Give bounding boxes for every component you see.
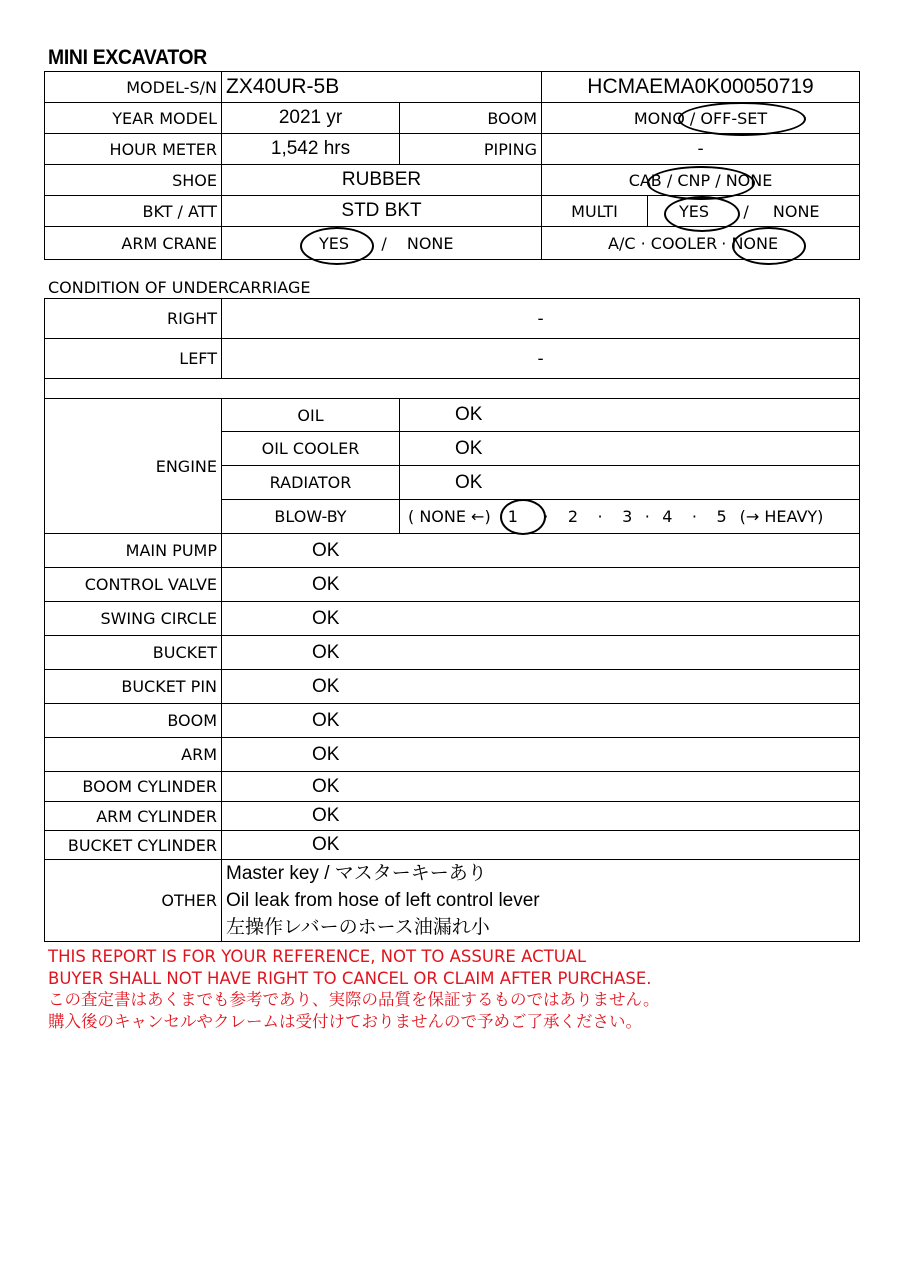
check-value: OK [222,670,860,704]
ac-label: A/C · COOLER [608,233,718,253]
check-label: BOOM CYLINDER [45,772,222,802]
disclaimer-line: 購入後のキャンセルやクレームは受付けておりませんので予めご了承ください。 [48,1011,642,1031]
armcrane-sep: / [381,233,387,253]
check-row [45,738,860,772]
spacer-row [45,379,860,399]
model-label: MODEL-S/N [45,72,222,103]
year-label: YEAR MODEL [45,103,222,134]
blowby-dot: · [691,507,697,526]
undercarriage-heading: CONDITION OF UNDERCARRIAGE [48,278,311,297]
check-row [45,534,860,568]
disclaimer-line: THIS REPORT IS FOR YOUR REFERENCE, NOT TO ASSURE ACTUAL [48,947,587,966]
boom-label: BOOM [400,103,542,134]
check-value: OK [222,802,860,831]
multi-yes: YES [678,201,710,221]
disclaimer [48,946,660,1032]
check-label: BUCKET PIN [45,670,222,704]
spec-table [44,71,860,260]
hour-label: HOUR METER [45,134,222,165]
condition-table [44,298,860,942]
other-label: OTHER [45,860,222,942]
check-row [45,568,860,602]
cab-options: CAB / CNP / NONE [542,165,860,196]
check-row [45,670,860,704]
blowby-dot: · [644,507,650,526]
check-label: BUCKET CYLINDER [45,831,222,860]
check-value: OK [222,831,860,860]
armcrane-yes: YES [318,233,350,253]
blowby-level-1: 1 [507,507,518,526]
engine-oil-label: OIL [222,399,400,432]
serial-value: HCMAEMA0K00050719 [542,72,860,103]
bkt-value: STD BKT [222,196,542,227]
blowby-dot: · [543,507,549,526]
check-row [45,602,860,636]
armcrane-none: NONE [406,233,454,253]
other-note-line: 左操作レバーのホース油漏れ小 [226,917,490,938]
ac-options [542,227,860,260]
engine-blowby-scale [400,500,860,534]
armcrane-options [222,227,542,260]
check-row [45,802,860,831]
armcrane-label: ARM CRANE [45,227,222,260]
boom-options: MONO / OFF-SET [542,103,860,134]
model-value: ZX40UR-5B [222,72,542,103]
check-label: ARM [45,738,222,772]
hour-value: 1,542 hrs [222,134,400,165]
blowby-level-2: 2 [567,507,579,526]
multi-sep: / [743,201,749,221]
engine-blowby-label: BLOW-BY [222,500,400,534]
check-label: MAIN PUMP [45,534,222,568]
shoe-label: SHOE [45,165,222,196]
check-value: OK [222,738,860,772]
multi-none: NONE [772,201,820,221]
engine-radiator-value: OK [400,466,860,500]
blowby-suffix: (→ HEAVY) [739,507,824,526]
engine-oil-value: OK [400,399,860,432]
check-value: OK [222,534,860,568]
blowby-level-3: 3 [622,507,633,526]
check-label: CONTROL VALVE [45,568,222,602]
check-row [45,636,860,670]
checks-list [45,534,860,860]
check-value: OK [222,704,860,738]
ac-none: · NONE [721,233,779,253]
engine-oil-cooler-value: OK [400,432,860,466]
check-row [45,772,860,802]
other-note-line: Master key / マスターキーあり [226,863,487,884]
piping-label: PIPING [400,134,542,165]
undercarriage-left-value: - [222,339,860,379]
check-label: BOOM [45,704,222,738]
undercarriage-right-value: - [222,299,860,339]
check-value: OK [222,568,860,602]
check-value: OK [222,772,860,802]
check-row [45,704,860,738]
shoe-value: RUBBER [222,165,542,196]
undercarriage-left-label: LEFT [45,339,222,379]
year-value: 2021 yr [222,103,400,134]
other-note-line: Oil leak from hose of left control lever [226,890,540,911]
page-title: MINI EXCAVATOR [48,46,207,69]
check-label: SWING CIRCLE [45,602,222,636]
disclaimer-line: この査定書はあくまでも参考であり、実際の品質を保証するものではありません。 [48,990,660,1009]
check-label: ARM CYLINDER [45,802,222,831]
blowby-level-5: 5 [716,507,727,526]
check-value: OK [222,636,860,670]
multi-label: MULTI [542,196,648,227]
engine-radiator-label: RADIATOR [222,466,400,500]
other-notes [222,860,860,942]
disclaimer-line: BUYER SHALL NOT HAVE RIGHT TO CANCEL OR CLAIM AFTER PURCHASE. [48,968,652,988]
blowby-level-4: 4 [662,507,673,526]
piping-value: - [542,134,860,165]
check-value: OK [222,602,860,636]
multi-options [648,196,860,227]
engine-label: ENGINE [45,399,222,534]
engine-oil-cooler-label: OIL COOLER [222,432,400,466]
undercarriage-right-label: RIGHT [45,299,222,339]
check-label: BUCKET [45,636,222,670]
blowby-prefix: ( NONE ←) [408,507,491,526]
blowby-dot: · [597,507,603,526]
check-row [45,831,860,860]
bkt-label: BKT / ATT [45,196,222,227]
